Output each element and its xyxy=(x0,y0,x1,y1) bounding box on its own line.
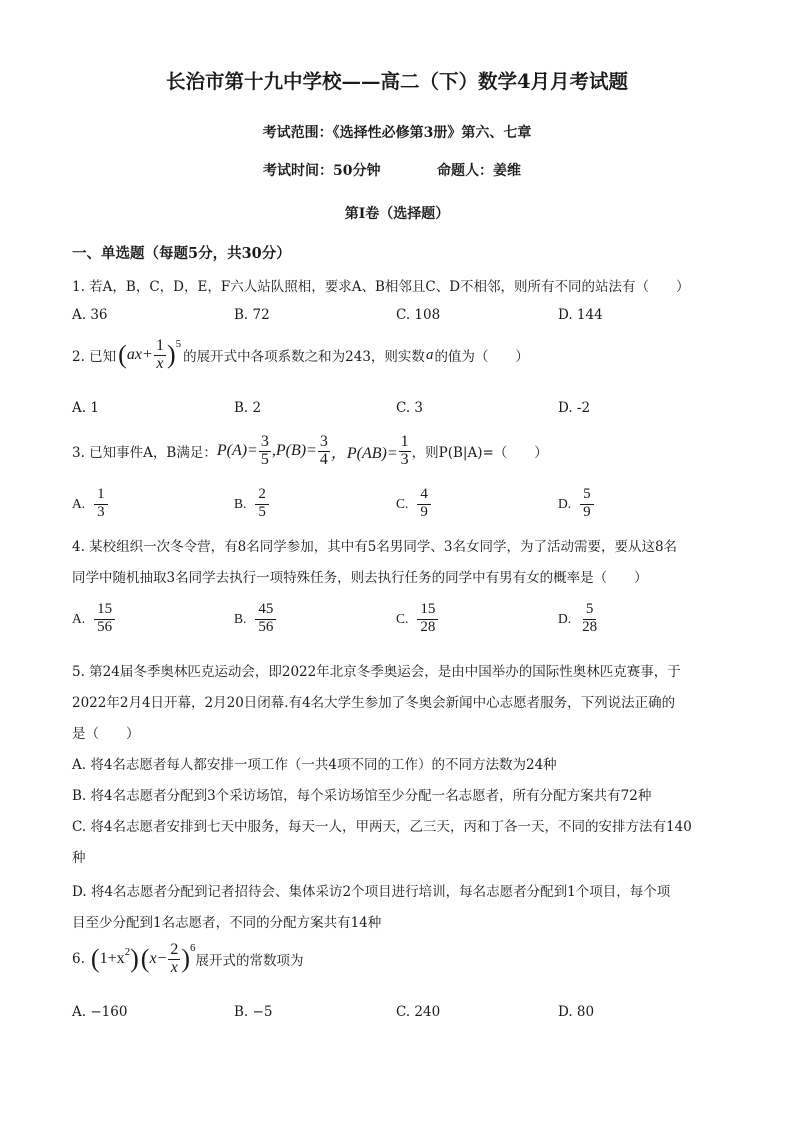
q6-factor-2: x− xyxy=(149,950,168,968)
q4-option-c-num: 15 xyxy=(417,602,438,620)
exam-scope: 考试范围：《选择性必修第3册》第六、七章 xyxy=(262,125,532,141)
q4-option-d-den: 28 xyxy=(582,618,598,635)
q3-pb-den: 4 xyxy=(319,450,328,468)
q1-option-c[interactable]: C. 108 xyxy=(396,307,441,323)
q3-option-d-label: D. xyxy=(558,495,572,511)
q6-factor-1: 1+x xyxy=(99,950,125,968)
question-2-text xyxy=(72,338,529,373)
q2-suffix: 的展开式中各项系数之和为243，则实数 xyxy=(183,349,425,366)
q5-option-c[interactable]: C. 将4名志愿者安排到七天中服务，每天一人，甲两天，乙三天，丙和丁各一天，不同的安排方法有140 xyxy=(72,819,692,835)
q3-option-a[interactable] xyxy=(72,487,109,521)
q5-option-d-cont: 目至少分配到1名志愿者，不同的分配方案共有14种 xyxy=(72,915,382,931)
q3-pa-fraction xyxy=(259,434,271,469)
q3-option-a-den: 3 xyxy=(97,503,105,520)
volume-title: 第Ⅰ卷（选择题） xyxy=(344,206,450,222)
q3-option-a-num: 1 xyxy=(94,487,108,505)
q5-option-b[interactable]: B. 将4名志愿者分配到3个采访场馆，每个采访场馆至少分配一名志愿者，所有分配方案共有72种 xyxy=(72,788,652,804)
q6-prefix: 6. xyxy=(72,951,85,968)
q2-suffix2: 的值为（ ） xyxy=(434,349,529,366)
q3-option-c[interactable] xyxy=(396,487,432,521)
q6-option-a[interactable]: A. −160 xyxy=(72,1004,128,1020)
q3-pa: P(A)= xyxy=(216,442,258,460)
exam-time: 考试时间：50分钟 xyxy=(263,163,381,179)
q4-option-a-label: A. xyxy=(72,610,86,626)
question-6-text xyxy=(72,942,304,977)
q3-pa-num: 3 xyxy=(260,433,269,450)
q1-option-a[interactable]: A. 36 xyxy=(72,307,108,323)
q3-option-b-den: 5 xyxy=(258,503,266,520)
q2-fraction xyxy=(154,338,166,373)
q6-suffix: 展开式的常数项为 xyxy=(195,953,304,970)
q4-option-a[interactable] xyxy=(72,602,116,636)
q3-pab-num: 1 xyxy=(400,433,409,450)
q2-fraction-num: 1 xyxy=(155,337,164,354)
question-5-line-3: 是（ ） xyxy=(72,726,140,742)
q4-option-c-label: C. xyxy=(396,610,409,626)
question-5-line-2: 2022年2月4日开幕，2月20日闭幕.有4名大学生参加了冬奥会新闻中心志愿者服务，下列说法正确的 xyxy=(72,695,676,711)
q4-option-a-num: 15 xyxy=(94,602,115,620)
q3-option-b-label: B. xyxy=(234,495,247,511)
q3-option-a-label: A. xyxy=(72,495,86,511)
q1-option-b[interactable]: B. 72 xyxy=(234,307,270,323)
q3-option-d-num: 5 xyxy=(580,487,594,505)
q6-fraction xyxy=(168,942,180,977)
q2-option-d[interactable]: D. -2 xyxy=(558,400,591,416)
question-1-text: 1. 若A，B，C，D，E，F六人站队照相，要求A、B相邻且C、D不相邻，则所有不同的站法有（ ） xyxy=(72,279,690,295)
q3-option-c-label: C. xyxy=(396,495,409,511)
q4-option-b-label: B. xyxy=(234,610,247,626)
q2-prefix: 2. 已知 xyxy=(72,349,117,366)
q6-formula: ( 1+x $^2$ ) ( x− $\frac{2}{x}$ ) $^6$ xyxy=(90,941,196,976)
q2-option-a[interactable]: A. 1 xyxy=(72,400,99,416)
q2-term-ax: ax xyxy=(126,346,142,364)
q6-fraction-num: 2 xyxy=(170,941,179,958)
q4-option-a-den: 56 xyxy=(97,618,113,635)
q3-pab: ，P(AB)= xyxy=(330,444,398,462)
q2-option-b[interactable]: B. 2 xyxy=(234,400,262,416)
question-4-line-2: 同学中随机抽取3名同学去执行一项特殊任务，则去执行任务的同学中有男有女的概率是（ ） xyxy=(72,570,648,586)
question-3-text xyxy=(72,434,548,469)
q2-option-c[interactable]: C. 3 xyxy=(396,400,424,416)
q5-option-c-cont: 种 xyxy=(72,850,86,866)
q6-option-b[interactable]: B. −5 xyxy=(234,1004,273,1020)
q2-plus: + xyxy=(142,346,152,364)
q6-option-d[interactable]: D. 80 xyxy=(558,1004,595,1020)
q4-option-d-label: D. xyxy=(558,610,572,626)
q3-pab-den: 3 xyxy=(400,450,409,468)
q3-option-d[interactable] xyxy=(558,487,595,521)
q3-option-d-den: 9 xyxy=(583,503,591,520)
q3-ask: ，则P(B|A)=（ ） xyxy=(411,445,548,462)
q4-option-d[interactable] xyxy=(558,602,600,636)
q4-option-b[interactable] xyxy=(234,602,277,636)
q4-option-c[interactable] xyxy=(396,602,439,636)
q3-pb-fraction xyxy=(318,434,330,469)
q3-pa-den: 5 xyxy=(260,450,269,468)
q2-exponent: 5 xyxy=(175,338,182,350)
exam-author: 命题人：姜维 xyxy=(437,163,521,179)
q3-option-b[interactable] xyxy=(234,487,270,521)
q3-option-c-num: 4 xyxy=(417,487,431,505)
page-title: 长治市第十九中学校——高二（下）数学4月月考试题 xyxy=(165,70,629,93)
q6-exponent: 6 xyxy=(190,942,196,954)
q6-option-c[interactable]: C. 240 xyxy=(396,1004,441,1020)
q3-option-c-den: 9 xyxy=(420,503,428,520)
q5-option-d[interactable]: D. 将4名志愿者分配到记者招待会、集体采访2个项目进行培训，每名志愿者分配到1个项目，每个项 xyxy=(72,884,671,900)
q4-option-c-den: 28 xyxy=(420,618,436,635)
q3-pb-num: 3 xyxy=(319,433,328,450)
q3-pab-fraction xyxy=(399,434,411,469)
q3-pb: ,P(B)= xyxy=(271,442,317,460)
q1-option-d[interactable]: D. 144 xyxy=(558,307,603,323)
q3-prefix: 3. 已知事件A，B满足： xyxy=(72,445,217,462)
question-4-line-1: 4. 某校组织一次冬令营，有8名同学参加，其中有5名男同学、3名女同学，为了活动需要，要从这8名 xyxy=(72,539,678,555)
q4-option-d-num: 5 xyxy=(583,602,597,620)
q2-formula: ( ax + $\frac{1}{x}$ ) $^5$ xyxy=(118,337,182,372)
q3-option-b-num: 2 xyxy=(255,487,269,505)
q2-fraction-den: x xyxy=(156,354,164,372)
question-5-line-1: 5. 第24届冬季奥林匹克运动会，即2022年北京冬季奥运会，是由中国举办的国际性奥林匹克赛事，于 xyxy=(72,664,681,680)
q2-var: a xyxy=(425,346,434,363)
q4-option-b-num: 45 xyxy=(255,602,276,620)
q6-factor-1-exp: 2 xyxy=(124,946,131,958)
section-heading: 一、单选题（每题5分，共30分） xyxy=(72,245,291,262)
q4-option-b-den: 56 xyxy=(258,618,274,635)
q6-fraction-den: x xyxy=(170,958,178,976)
q5-option-a[interactable]: A. 将4名志愿者每人都安排一项工作（一共4项不同的工作）的不同方法数为24种 xyxy=(72,757,557,773)
